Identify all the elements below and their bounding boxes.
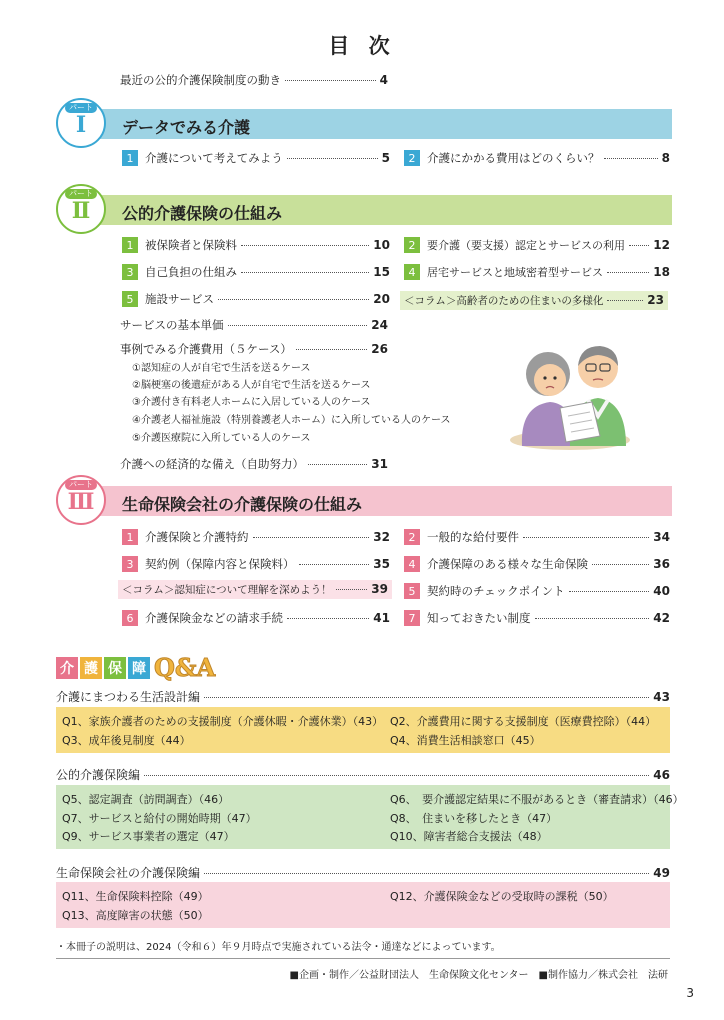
item-number: 1 xyxy=(122,150,138,166)
toc-entry-label: 介護保障のある様々な生命保険 xyxy=(427,557,588,571)
item-number: 3 xyxy=(122,264,138,280)
toc-entry-page: 36 xyxy=(653,557,670,571)
qa-question[interactable]: Q2、介護費用に関する支援制度（医療費控除）（44） xyxy=(390,715,657,728)
case-item-3[interactable]: ③介護付き有料老人ホームに入居している人のケース xyxy=(132,397,371,408)
toc-entry-2-2[interactable] xyxy=(404,237,670,253)
toc-entry-self-help[interactable] xyxy=(120,456,388,472)
page-number: 3 xyxy=(686,986,694,1000)
toc-entry-label: 施設サービス xyxy=(145,292,214,306)
qa-section-1-heading[interactable] xyxy=(56,688,670,705)
item-number: 2 xyxy=(404,237,420,253)
page-title: 目 次 xyxy=(328,34,396,58)
leader-dots xyxy=(241,245,369,246)
qa-section-3-box xyxy=(56,882,670,928)
column-page: 23 xyxy=(647,293,664,307)
toc-entry-base-price[interactable] xyxy=(120,317,388,333)
woman-eye xyxy=(543,376,546,379)
qa-logo xyxy=(56,653,215,682)
leader-dots xyxy=(604,158,658,159)
leader-dots xyxy=(228,325,368,326)
leader-dots xyxy=(523,537,649,538)
qa-logo-char: 介 xyxy=(56,657,78,679)
case-item-2[interactable]: ②脳梗塞の後遺症がある人が自宅で生活を送るケース xyxy=(132,380,371,391)
toc-entry-label: 契約例（保障内容と保険料） xyxy=(145,557,295,571)
case-item-4[interactable]: ④介護老人福祉施設（特別養護老人ホーム）に入所している人のケース xyxy=(132,415,451,426)
toc-entry-label: 最近の公的介護保険制度の動き xyxy=(120,73,281,87)
woman-eye xyxy=(553,376,556,379)
toc-entry-label: 知っておきたい制度 xyxy=(427,611,531,625)
toc-entry-3-5[interactable] xyxy=(404,583,670,599)
part2-roman-numeral: Ⅱ xyxy=(71,198,91,224)
leader-dots xyxy=(285,80,376,81)
part-label: パート xyxy=(65,189,97,199)
qa-question[interactable]: Q3、成年後見制度（44） xyxy=(62,734,191,747)
qa-question[interactable]: Q10、障害者総合支援法（48） xyxy=(390,830,548,843)
toc-entry-label: 介護への経済的な備え（自助努力） xyxy=(120,457,304,471)
toc-entry-2-4[interactable] xyxy=(404,264,670,280)
woman-face xyxy=(534,364,566,396)
item-number: 5 xyxy=(404,583,420,599)
toc-entry-page: 20 xyxy=(373,292,390,306)
leader-dots xyxy=(218,299,369,300)
toc-entry-page: 35 xyxy=(373,557,390,571)
toc-entry-page: 18 xyxy=(653,265,670,279)
leader-dots xyxy=(204,873,649,874)
qa-section-page: 43 xyxy=(653,690,670,704)
qa-question[interactable]: Q12、介護保険金などの受取時の課税（50） xyxy=(390,890,614,903)
part2-band xyxy=(100,195,672,225)
toc-entry-label: 介護保険金などの請求手続 xyxy=(145,611,283,625)
part1-badge xyxy=(56,98,106,148)
toc-entry-label: サービスの基本単価 xyxy=(120,318,224,332)
toc-entry-3-4[interactable] xyxy=(404,556,670,572)
toc-entry-label: 自己負担の仕組み xyxy=(145,265,237,279)
toc-entry-1-1[interactable] xyxy=(122,150,390,166)
column-page: 39 xyxy=(371,582,388,596)
qa-logo-char: 保 xyxy=(104,657,126,679)
leader-dots xyxy=(287,158,378,159)
qa-section-page: 46 xyxy=(653,768,670,782)
item-number: 3 xyxy=(122,556,138,572)
qa-section-page: 49 xyxy=(653,866,670,880)
toc-entry-label: 被保険者と保険料 xyxy=(145,238,237,252)
leader-dots xyxy=(308,464,367,465)
toc-entry-3-2[interactable] xyxy=(404,529,670,545)
qa-question[interactable]: Q9、サービス事業者の選定（47） xyxy=(62,830,235,843)
part3-band xyxy=(100,486,672,516)
item-number: 7 xyxy=(404,610,420,626)
toc-entry-3-7[interactable] xyxy=(404,610,670,626)
qa-question[interactable]: Q7、サービスと給付の開始時期（47） xyxy=(62,812,257,825)
leader-dots xyxy=(296,349,367,350)
toc-entry-page: 5 xyxy=(381,151,390,165)
part1-title: データでみる介護 xyxy=(122,118,251,137)
toc-entry-label: 介護にかかる費用はどのくらい？ xyxy=(427,151,600,165)
toc-entry-label: 事例でみる介護費用（５ケース） xyxy=(120,342,292,356)
item-number: 4 xyxy=(404,264,420,280)
leader-dots xyxy=(253,537,370,538)
part-label: パート xyxy=(65,480,97,490)
item-number: 2 xyxy=(404,150,420,166)
toc-column-3[interactable] xyxy=(118,580,392,599)
item-number: 2 xyxy=(404,529,420,545)
footnote: ・本冊子の説明は、2024（令和６）年９月時点で実施されている法令・通達などによっています。 xyxy=(56,942,501,953)
toc-entry-page: 40 xyxy=(653,584,670,598)
column-label: ＜コラム＞高齢者のための住まいの多様化 xyxy=(404,295,604,307)
leader-dots xyxy=(569,591,650,592)
item-number: 6 xyxy=(122,610,138,626)
toc-column-2[interactable] xyxy=(400,291,668,310)
part2-title: 公的介護保険の仕組み xyxy=(122,204,283,223)
qa-question[interactable]: Q6、 要介護認定結果に不服があるとき（審査請求）（46） xyxy=(390,793,684,806)
item-number: 1 xyxy=(122,237,138,253)
toc-entry-page: 10 xyxy=(373,238,390,252)
part3-roman-numeral: Ⅲ xyxy=(67,489,95,515)
toc-entry-case-costs[interactable] xyxy=(120,341,388,357)
qa-section-title: 生命保険会社の介護保険編 xyxy=(56,866,201,880)
qa-logo-suffix: Q&A xyxy=(154,653,216,682)
toc-entry-page: 8 xyxy=(661,151,670,165)
toc-entry-label: 居宅サービスと地域密着型サービス xyxy=(427,266,603,279)
leader-dots xyxy=(204,697,649,698)
toc-entry-intro[interactable] xyxy=(120,72,388,88)
toc-entry-page: 42 xyxy=(653,611,670,625)
part3-badge xyxy=(56,475,106,525)
case-item-5[interactable]: ⑤介護医療院に入所している人のケース xyxy=(132,433,311,444)
toc-entry-2-3[interactable] xyxy=(122,264,390,280)
toc-entry-page: 4 xyxy=(379,73,388,87)
qa-question[interactable]: Q1、家族介護者のための支援制度（介護休暇・介護休業）（43） xyxy=(62,715,384,728)
toc-entry-page: 32 xyxy=(373,530,390,544)
leader-dots xyxy=(629,245,649,246)
qa-section-1-box xyxy=(56,707,670,753)
leader-dots xyxy=(287,618,369,619)
credit-line: ■企画・制作／公益財団法人 生命保険文化センター ■制作協力／株式会社 法研 xyxy=(289,970,668,981)
leader-dots xyxy=(144,775,649,776)
qa-logo-char: 障 xyxy=(128,657,150,679)
leader-dots xyxy=(607,300,643,301)
leader-dots xyxy=(607,272,649,273)
toc-entry-page: 24 xyxy=(371,318,388,332)
part-label: パート xyxy=(65,103,97,113)
toc-entry-label: 要介護（要支援）認定とサービスの利用 xyxy=(427,239,625,252)
toc-entry-label: 一般的な給付要件 xyxy=(427,530,519,544)
qa-section-2-box xyxy=(56,785,684,849)
item-number: 4 xyxy=(404,556,420,572)
footer-rule xyxy=(56,958,670,959)
toc-entry-3-3[interactable] xyxy=(122,556,390,572)
qa-section-2-heading[interactable] xyxy=(56,766,670,783)
qa-question[interactable]: Q5、認定調査（訪問調査）（46） xyxy=(62,793,230,806)
toc-entry-1-2[interactable] xyxy=(404,150,670,166)
qa-section-title: 公的介護保険編 xyxy=(56,768,141,782)
toc-entry-label: 介護保険と介護特約 xyxy=(145,530,249,544)
case-item-1[interactable]: ①認知症の人が自宅で生活を送るケース xyxy=(132,363,311,374)
toc-entry-page: 12 xyxy=(653,238,670,252)
toc-entry-page: 26 xyxy=(371,342,388,356)
part1-roman-numeral: Ⅰ xyxy=(75,112,87,138)
leader-dots xyxy=(592,564,649,565)
leader-dots xyxy=(299,564,370,565)
part1-band xyxy=(100,109,672,139)
toc-entry-2-1[interactable] xyxy=(122,237,390,253)
column-label: ＜コラム＞認知症について理解を深めよう！ xyxy=(122,584,332,596)
toc-entry-3-6[interactable] xyxy=(122,610,390,626)
part3-title: 生命保険会社の介護保険の仕組み xyxy=(122,495,363,514)
item-number: 1 xyxy=(122,529,138,545)
leader-dots xyxy=(241,272,369,273)
elderly-couple-illustration xyxy=(508,328,632,452)
toc-entry-page: 34 xyxy=(653,530,670,544)
qa-logo-char: 護 xyxy=(80,657,102,679)
toc-entry-2-5[interactable] xyxy=(122,291,390,307)
toc-entry-3-1[interactable] xyxy=(122,529,390,545)
item-number: 5 xyxy=(122,291,138,307)
qa-question[interactable]: Q4、消費生活相談窓口（45） xyxy=(390,734,541,747)
leader-dots xyxy=(336,589,368,590)
toc-entry-page: 41 xyxy=(373,611,390,625)
toc-entry-label: 介護について考えてみよう xyxy=(145,151,283,165)
toc-entry-label: 契約時のチェックポイント xyxy=(427,584,565,598)
qa-question[interactable]: Q13、高度障害の状態（50） xyxy=(62,909,209,922)
qa-section-3-heading[interactable] xyxy=(56,864,670,881)
qa-question[interactable]: Q11、生命保険料控除（49） xyxy=(62,890,209,903)
leader-dots xyxy=(535,618,650,619)
part2-badge xyxy=(56,184,106,234)
toc-entry-page: 15 xyxy=(373,265,390,279)
toc-entry-page: 31 xyxy=(371,457,388,471)
qa-question[interactable]: Q8、 住まいを移したとき（47） xyxy=(390,812,558,825)
qa-section-title: 介護にまつわる生活設計編 xyxy=(56,690,201,704)
